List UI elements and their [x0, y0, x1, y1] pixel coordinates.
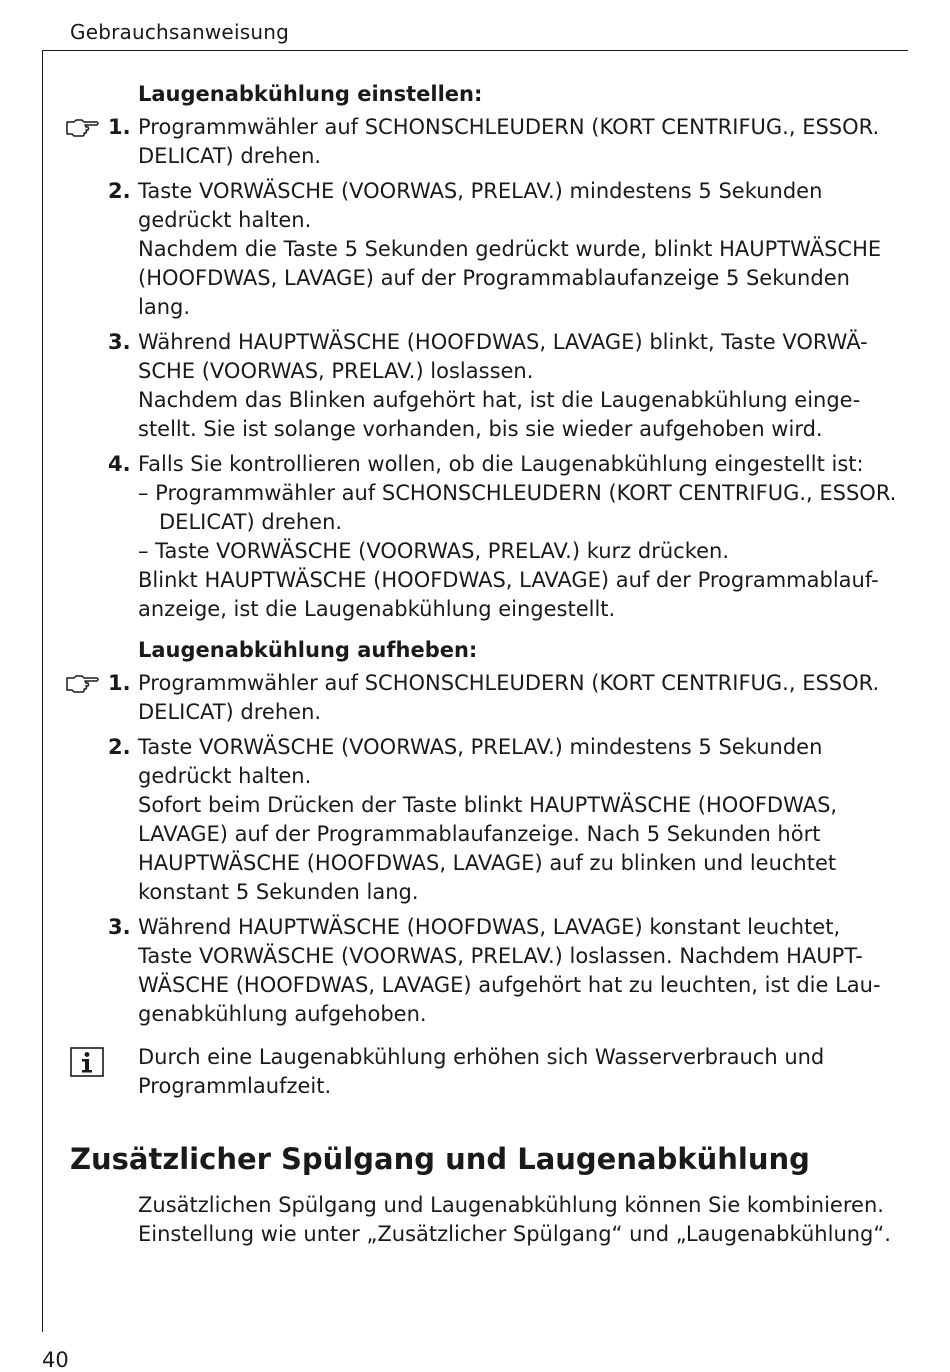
step-line: HAUPTWÄSCHE (HOOFDWAS, LAVAGE) auf zu blinken und leuchtet	[138, 851, 837, 875]
header-title: Gebrauchsanweisung	[70, 20, 289, 44]
step-number: 3.	[108, 915, 131, 939]
paragraph-line: Zusätzlichen Spülgang und Laugenabkühlung können Sie kombinieren.	[138, 1193, 884, 1217]
step-line: konstant 5 Sekunden lang.	[138, 880, 419, 904]
section-heading-einstellen: Laugenabkühlung einstellen:	[138, 82, 483, 106]
step-line: WÄSCHE (HOOFDWAS, LAVAGE) aufgehört hat zu leuchten, ist die Lau-	[138, 973, 881, 997]
step-line: Programmwähler auf SCHONSCHLEUDERN (KORT CENTRIFUG., ESSOR.	[138, 671, 880, 695]
step-number: 2.	[108, 735, 131, 759]
step-line: Nachdem das Blinken aufgehört hat, ist die Laugenabkühlung einge-	[138, 388, 861, 412]
step-2	[108, 177, 898, 322]
step-2	[108, 733, 898, 907]
step-1	[108, 669, 898, 727]
step-line: anzeige, ist die Laugenabkühlung eingestellt.	[138, 597, 616, 621]
info-icon	[70, 1047, 104, 1077]
step-4	[108, 450, 898, 624]
step-number: 2.	[108, 179, 131, 203]
step-line: gedrückt halten.	[138, 764, 312, 788]
step-line: stellt. Sie ist solange vorhanden, bis sie wieder aufgehoben wird.	[138, 417, 823, 441]
step-line: DELICAT) drehen.	[138, 700, 322, 724]
step-line: Nachdem die Taste 5 Sekunden gedrückt wurde, blinkt HAUPTWÄSCHE	[138, 237, 882, 261]
step-number: 3.	[108, 330, 131, 354]
step-number: 1.	[108, 115, 131, 139]
step-line: Blinkt HAUPTWÄSCHE (HOOFDWAS, LAVAGE) auf der Programmablauf-	[138, 568, 879, 592]
step-line: Taste VORWÄSCHE (VOORWAS, PRELAV.) mindestens 5 Sekunden	[138, 179, 823, 203]
sub-step: – Taste VORWÄSCHE (VOORWAS, PRELAV.) kurz drücken.	[138, 539, 730, 563]
page-content	[0, 80, 950, 1249]
step-line: Während HAUPTWÄSCHE (HOOFDWAS, LAVAGE) konstant leuchtet,	[138, 915, 841, 939]
step-number: 4.	[108, 452, 131, 476]
info-line: Durch eine Laugenabkühlung erhöhen sich Wasserverbrauch und	[138, 1045, 825, 1069]
section-paragraph	[138, 1191, 908, 1249]
page-number: 40	[42, 1348, 69, 1372]
step-line: (HOOFDWAS, LAVAGE) auf der Programmablaufanzeige 5 Sekunden	[138, 266, 850, 290]
step-line: SCHE (VOORWAS, PRELAV.) loslassen.	[138, 359, 534, 383]
header-rule	[42, 50, 908, 51]
section-heading-aufheben: Laugenabkühlung aufheben:	[138, 638, 478, 662]
step-line: DELICAT) drehen.	[138, 144, 322, 168]
step-line: Falls Sie kontrollieren wollen, ob die Laugenabkühlung eingestellt ist:	[138, 452, 864, 476]
step-1	[108, 113, 898, 171]
pointing-hand-icon	[66, 675, 100, 693]
step-line: LAVAGE) auf der Programmablaufanzeige. Nach 5 Sekunden hört	[138, 822, 821, 846]
section-title: Zusätzlicher Spülgang und Laugenabkühlung	[70, 1142, 810, 1176]
info-line: Programmlaufzeit.	[138, 1074, 332, 1098]
step-3	[108, 328, 898, 444]
step-number: 1.	[108, 671, 131, 695]
step-line: Taste VORWÄSCHE (VOORWAS, PRELAV.) loslassen. Nachdem HAUPT-	[138, 944, 863, 968]
step-line: Taste VORWÄSCHE (VOORWAS, PRELAV.) mindestens 5 Sekunden	[138, 735, 823, 759]
step-line: lang.	[138, 295, 191, 319]
pointing-hand-icon	[66, 119, 100, 137]
paragraph-line: Einstellung wie unter „Zusätzlicher Spülgang“ und „Laugenabkühlung“.	[138, 1222, 891, 1246]
step-line: Während HAUPTWÄSCHE (HOOFDWAS, LAVAGE) blinkt, Taste VORWÄ-	[138, 330, 868, 354]
sub-step: – Programmwähler auf SCHONSCHLEUDERN (KORT CENTRIFUG., ESSOR. DELICAT) drehen.	[138, 481, 897, 534]
info-note	[138, 1043, 878, 1101]
step-line: genabkühlung aufgehoben.	[138, 1002, 427, 1026]
step-line: Sofort beim Drücken der Taste blinkt HAUPTWÄSCHE (HOOFDWAS,	[138, 793, 838, 817]
step-line: gedrückt halten.	[138, 208, 312, 232]
step-3	[108, 913, 898, 1029]
step-line: Programmwähler auf SCHONSCHLEUDERN (KORT CENTRIFUG., ESSOR.	[138, 115, 880, 139]
